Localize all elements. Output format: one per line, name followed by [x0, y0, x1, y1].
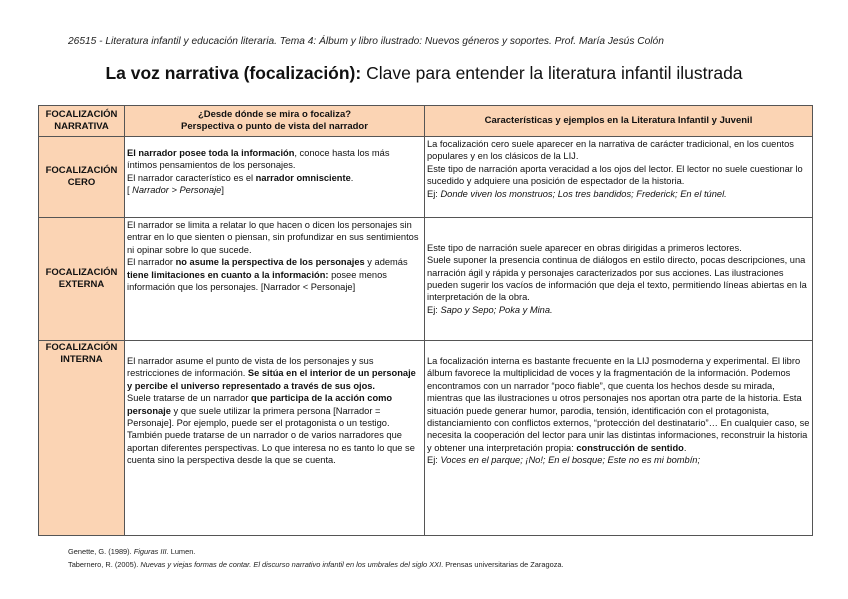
text-run: La focalización cero suele aparecer en la narrativa de carácter tradicional, en los cuentos populares y en los clásicos de la LIJ.: [427, 139, 794, 162]
row-label-interna: [39, 341, 125, 536]
references: [68, 545, 564, 571]
text-run: La focalización interna es bastante frecuente en la LIJ posmoderna y experimental. El libro álbum favorece la multiplicidad de voces y la fragmentación de la información. Podemos encontramos con un narrador “poco fiable”, que cuenta los hechos desde su mirada, mientras que las ilustraciones u otros personajes nos aportan otra parte de la historia. Esta situación puede generar humor, parodia, tensión, identificación con el protagonista, distanciamiento con conflictos externos, “protección del destinatario”… En cualquier caso, se necesita la cooperación del lector para unir las distintas informaciones, reconstruir la historia y obtener una interpretación propia:: [427, 356, 810, 453]
row-description-externa: [125, 218, 425, 341]
row-description-cero: [125, 137, 425, 218]
row-label-line1: FOCALIZACIÓN: [45, 165, 118, 176]
text-run: narrador omnisciente: [255, 172, 351, 183]
text-run: El narrador: [127, 148, 180, 158]
text-run: Figuras III.: [133, 547, 169, 556]
text-run: y además: [364, 257, 408, 268]
header-col1-line1: FOCALIZACIÓN: [45, 109, 118, 120]
text-run: Lumen.: [168, 547, 196, 556]
focalization-table: [38, 105, 813, 536]
text-run: Este tipo de narración suele aparecer en obras dirigidas a primeros lectores.: [427, 242, 742, 253]
table-row: [39, 341, 813, 536]
course-header: 26515 - Literatura infantil y educación literaria. Tema 4: Álbum y libro ilustrado: Nuevos géneros y soportes. Prof. María Jesús Colón: [68, 36, 664, 47]
text-run: ]: [221, 185, 224, 196]
row-label-line2: EXTERNA: [58, 279, 105, 290]
row-label-externa: [39, 218, 125, 341]
title-rest: Clave para entender la literatura infantil ilustrada: [361, 63, 743, 83]
text-run: [: [127, 185, 133, 196]
text-run: Suele suponer la presencia continua de diálogos en estilo directo, pocas descripciones, una narración ágil y rápida y personajes caracterizados por sus acciones. Las ilustraciones pueden sugerir los vacíos de información que deja el texto, permitiendo líneas abiertas en la interpretación de la obra.: [427, 255, 807, 303]
text-run: Ej:: [427, 455, 441, 466]
header-col2-line2: Perspectiva o punto de vista del narrador: [181, 121, 368, 132]
text-run: tiene limitaciones en cuanto a la información:: [127, 269, 329, 280]
table-row: [39, 137, 813, 218]
text-run: El narrador se limita a relatar lo que hacen o dicen los personajes sin entrar en lo que sienten o piensan, sin profundizar en sus sentimientos ni opinar sobre lo que sucede.: [127, 220, 419, 255]
text-run: y que suele utilizar la primera persona [Narrador = Personaje]. Por ejemplo, puede ser el protagonista o un testigo. También puede tratarse de un narrador o de varios narradores que aportan diferentes perspectivas. Lo que interesa no es tanto lo que se cuenta sino la perspectiva desde la que se cuenta.: [127, 405, 415, 466]
row-label-line2: INTERNA: [60, 354, 103, 365]
row-examples-interna: [425, 341, 813, 536]
table-row: [39, 218, 813, 341]
reference-item: [68, 545, 564, 558]
text-run: Sapo y Sepo; Poka y Mina.: [440, 304, 553, 315]
text-run: Ej:: [427, 304, 441, 315]
header-characteristics: Características y ejemplos en la Literatura Infantil y Juvenil: [425, 106, 813, 137]
page-title: [0, 63, 848, 84]
text-run: Tabernero, R. (2005).: [68, 560, 141, 569]
reference-item: [68, 558, 564, 571]
text-run: , conoce hasta los más íntimos pensamientos de los personajes.: [127, 148, 390, 171]
text-run: El narrador asume el punto de vista de los personajes y sus restricciones de información.: [127, 356, 374, 379]
text-run: .: [350, 172, 354, 183]
table-header-row: [39, 106, 813, 137]
text-run: .: [683, 442, 687, 453]
text-run: Este tipo de narración aporta veracidad a los ojos del lector. El lector no suele cuestionar lo sucedido y adquiere una posición de espectador de la historia.: [427, 163, 803, 187]
row-examples-externa: [425, 218, 813, 341]
text-run: El narrador característico es el: [127, 172, 256, 183]
header-col2-line1: ¿Desde dónde se mira o focaliza?: [197, 109, 352, 120]
title-bold: La voz narrativa (focalización):: [105, 63, 362, 83]
text-run: Genette, G. (1989).: [68, 547, 134, 556]
text-run: Suele tratarse de un narrador: [127, 393, 252, 404]
text-run: que participa de la acción como personaje: [127, 393, 393, 416]
text-run: posee menos información que los personajes. [Narrador < Personaje]: [127, 269, 387, 293]
header-focalization: [39, 106, 125, 137]
header-perspective: [125, 106, 425, 137]
row-examples-cero: [425, 137, 813, 218]
text-run: posee toda la información: [179, 148, 295, 158]
text-run: no asume la perspectiva de los personajes: [175, 257, 365, 268]
text-run: Narrador > Personaje: [132, 185, 222, 196]
text-run: Donde viven los monstruos; Los tres bandidos; Frederick; En el túnel.: [440, 188, 727, 199]
text-run: Ej:: [427, 188, 441, 199]
text-run: El narrador: [127, 257, 176, 268]
row-description-interna: [125, 341, 425, 536]
row-label-line2: CERO: [67, 177, 96, 188]
row-label-line1: FOCALIZACIÓN: [45, 342, 118, 353]
text-run: Nuevas y viejas formas de contar. El discurso narrativo infantil en los umbrales del siglo XXI: [140, 560, 442, 569]
text-run: Voces en el parque; ¡No!; En el bosque; Este no es mi bombín;: [440, 455, 701, 466]
header-col1-line2: NARRATIVA: [54, 121, 109, 132]
row-label-cero: [39, 137, 125, 218]
text-run: Se sitúa en el interior de un personaje y percibe el universo representado a través de sus ojos.: [127, 368, 416, 391]
text-run: construcción de sentido: [576, 442, 684, 453]
text-run: . Prensas universitarias de Zaragoza.: [441, 560, 564, 569]
row-label-line1: FOCALIZACIÓN: [45, 267, 118, 278]
